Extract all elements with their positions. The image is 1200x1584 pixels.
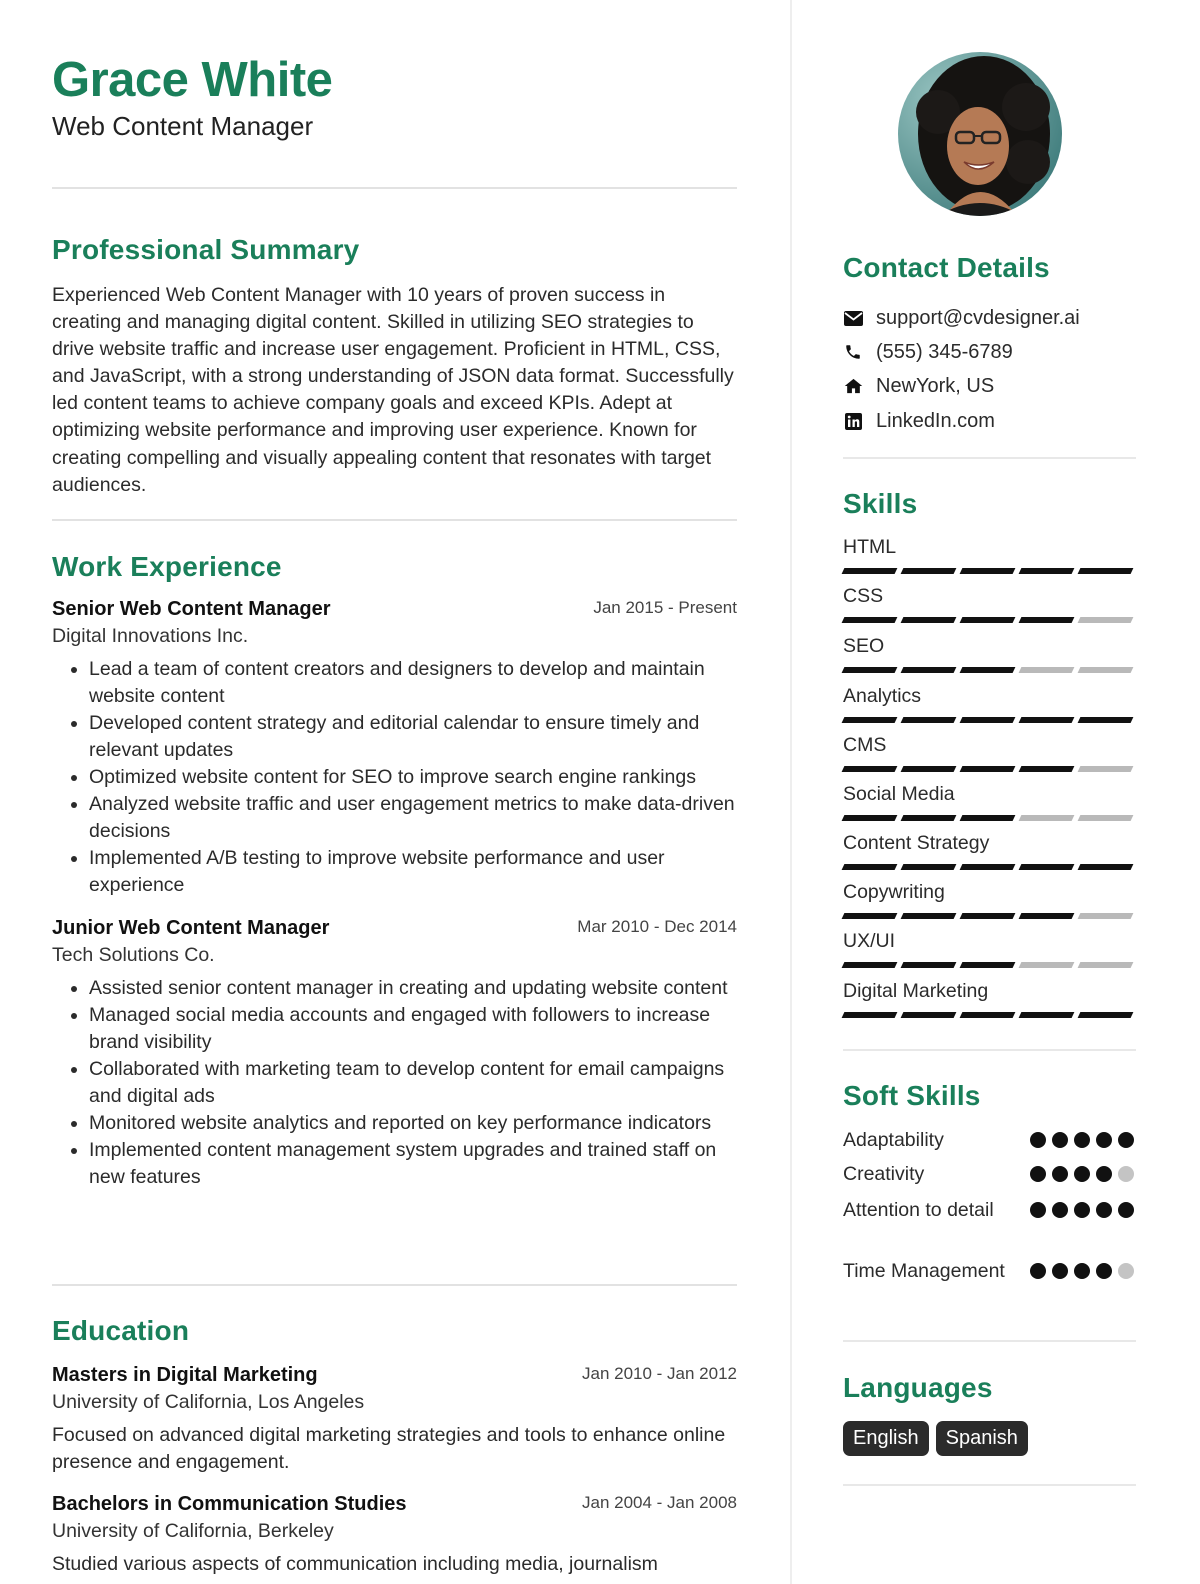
skill-level-segment [901,864,957,870]
language-chip: English [843,1421,929,1456]
skill-level-bar [843,667,1136,673]
skill-level-bar [843,717,1136,723]
linkedin-text: LinkedIn.com [876,409,995,432]
skill-level-segment [901,1012,957,1018]
bullet-item: • Monitored website analytics and reported on key performance indicators [89,1110,737,1137]
bullet-item: • Managed social media accounts and engaged with followers to increase brand visibility [89,1002,737,1056]
languages-heading: Languages [843,1372,993,1403]
summary-heading: Professional Summary [52,234,360,265]
language-chip: Spanish [936,1421,1028,1456]
rating-dot [1074,1166,1090,1182]
section-divider [52,1284,737,1286]
skill-item [843,734,1136,772]
rating-dot [1096,1132,1112,1148]
skill-level-segment [960,717,1016,723]
skill-level-segment [960,864,1016,870]
summary-text: Experienced Web Content Manager with 10 years of proven success in creating and managing digital content. Skilled in utilizing SEO strategies to drive website traffic and increase user engagement. Proficient in HTML, CSS, and JavaScript, with a strong understanding of JSON data format. Successfully led content teams to achieve company goals and exceed KPIs. Adept at optimizing website performance and improving user experience. Known for creating compelling and visually appealing content that resonates with target audiences. [52,284,734,496]
contact-location [843,372,994,400]
skill-level-segment [1078,1012,1134,1018]
bullet-item: • Collaborated with marketing team to develop content for email campaigns and digital ads [89,1056,737,1110]
skill-level-bar [843,913,1136,919]
section-divider [52,187,737,189]
skill-level-segment [1019,717,1075,723]
skill-level-bar [843,568,1136,574]
education-description: Focused on advanced digital marketing strategies and tools to enhance online presence and engagement. [52,1424,726,1473]
contact-email[interactable] [843,304,1080,332]
skill-level-segment [842,766,898,772]
contact-heading: Contact Details [843,252,1050,283]
skill-level-segment [960,617,1016,623]
skill-level-bar [843,864,1136,870]
skill-level-segment [1078,568,1134,574]
skill-level-segment [842,815,898,821]
skill-level-segment [960,766,1016,772]
skill-level-segment [1019,913,1075,919]
profile-photo [898,52,1062,216]
home-icon [843,376,863,396]
job-bullets [52,975,737,1191]
skill-level-segment [960,568,1016,574]
job-dates: Jan 2015 - Present [593,598,737,617]
soft-skill-item [843,1127,1136,1154]
skill-level-segment [842,667,898,673]
skill-level-bar [843,815,1136,821]
rating-dot [1030,1166,1046,1182]
skill-level-segment [842,1012,898,1018]
skill-level-segment [1078,717,1134,723]
skill-level-segment [901,766,957,772]
soft-skill-name: Adaptability [843,1129,944,1151]
bullet-item: • Optimized website content for SEO to improve search engine rankings [89,764,737,791]
skill-level-segment [1019,815,1075,821]
linkedin-icon [843,411,863,431]
bullet-item: • Assisted senior content manager in creating and updating website content [89,975,737,1002]
skill-level-bar [843,962,1136,968]
rating-dot [1030,1202,1046,1218]
soft-skill-rating [1030,1166,1134,1182]
degree-title: Masters in Digital Marketing [52,1364,318,1386]
location-text: NewYork, US [876,374,995,397]
email-text: support@cvdesigner.ai [876,306,1080,329]
skill-item [843,685,1136,723]
skill-item [843,930,1136,968]
skill-name: SEO [843,635,885,657]
bullet-item: • Developed content strategy and editorial calendar to ensure timely and relevant updates [89,710,737,764]
rating-dot [1030,1132,1046,1148]
soft-skill-item [843,1161,1136,1188]
education-heading: Education [52,1315,190,1346]
skill-item [843,881,1136,919]
soft-skill-name: Time Management [843,1260,1005,1282]
bullet-item: • Analyzed website traffic and user engagement metrics to make data-driven decisions [89,791,737,845]
skill-item [843,980,1136,1018]
skill-level-segment [1019,962,1075,968]
skill-item [843,585,1136,623]
rating-dot [1074,1132,1090,1148]
skills-heading: Skills [843,488,918,519]
skill-level-segment [901,815,957,821]
skill-item [843,783,1136,821]
skill-level-segment [1019,667,1075,673]
rating-dot [1118,1202,1134,1218]
skill-level-segment [1078,913,1134,919]
education-description: Studied various aspects of communication including media, journalism [52,1553,658,1575]
skill-level-segment [960,913,1016,919]
skill-level-segment [1078,815,1134,821]
skill-level-segment [960,815,1016,821]
rating-dot [1074,1202,1090,1218]
education-dates: Jan 2010 - Jan 2012 [581,1364,737,1383]
skill-level-segment [1019,1012,1075,1018]
soft-skill-item [843,1197,1136,1224]
skill-level-segment [960,962,1016,968]
skill-level-segment [1019,864,1075,870]
skill-name: Copywriting [843,881,945,903]
experience-entry [52,917,737,1191]
skill-level-segment [1019,617,1075,623]
skill-name: HTML [843,536,897,558]
languages-list [843,1421,1028,1456]
job-title: Senior Web Content Manager [52,598,331,620]
soft-skill-name: Creativity [843,1163,925,1185]
skill-level-segment [1078,766,1134,772]
soft-skills-heading: Soft Skills [843,1080,981,1111]
school-name: University of California, Berkeley [52,1520,334,1542]
skill-level-segment [960,1012,1016,1018]
phone-icon [843,342,863,362]
skill-level-segment [842,568,898,574]
phone-text: (555) 345-6789 [876,340,1013,363]
skill-name: Content Strategy [843,832,990,854]
skill-item [843,832,1136,870]
skill-name: CMS [843,734,887,756]
company-name: Tech Solutions Co. [52,944,215,966]
skill-level-segment [842,717,898,723]
rating-dot [1052,1132,1068,1148]
company-name: Digital Innovations Inc. [52,625,249,647]
experience-entry [52,598,737,899]
envelope-icon [843,308,863,328]
skill-level-segment [842,962,898,968]
skill-level-segment [1019,568,1075,574]
rating-dot [1096,1166,1112,1182]
rating-dot [1118,1166,1134,1182]
education-dates: Jan 2004 - Jan 2008 [581,1493,737,1512]
job-bullets [52,656,737,899]
skill-name: CSS [843,585,884,607]
soft-skill-rating [1030,1263,1134,1279]
skill-level-segment [901,568,957,574]
skill-level-segment [1078,962,1134,968]
skill-level-segment [901,717,957,723]
skill-level-segment [1078,667,1134,673]
skill-name: Digital Marketing [843,980,989,1002]
contact-linkedin[interactable] [843,407,995,435]
experience-heading: Work Experience [52,551,282,582]
skill-level-segment [901,962,957,968]
skill-level-segment [842,864,898,870]
column-divider [790,0,792,1584]
rating-dot [1052,1166,1068,1182]
skill-level-segment [901,667,957,673]
skill-level-bar [843,766,1136,772]
skill-name: UX/UI [843,930,896,952]
skill-item [843,536,1136,574]
section-divider [843,1484,1136,1486]
bullet-item: • Implemented A/B testing to improve website performance and user experience [89,845,737,899]
soft-skill-rating [1030,1132,1134,1148]
degree-title: Bachelors in Communication Studies [52,1493,407,1515]
soft-skill-item [843,1258,1136,1285]
rating-dot [1118,1263,1134,1279]
rating-dot [1096,1202,1112,1218]
skill-level-segment [842,617,898,623]
skill-item [843,635,1136,673]
bullet-item: • Implemented content management system upgrades and trained staff on new features [89,1137,737,1191]
school-name: University of California, Los Angeles [52,1391,365,1413]
rating-dot [1030,1263,1046,1279]
rating-dot [1052,1202,1068,1218]
skill-level-bar [843,1012,1136,1018]
education-entry [52,1364,737,1476]
rating-dot [1096,1263,1112,1279]
soft-skill-rating [1030,1202,1134,1218]
section-divider [843,1340,1136,1342]
skill-level-segment [842,913,898,919]
rating-dot [1052,1263,1068,1279]
skill-level-segment [901,617,957,623]
contact-phone[interactable] [843,338,1013,366]
section-divider [843,457,1136,459]
section-divider [843,1049,1136,1051]
job-dates: Mar 2010 - Dec 2014 [577,917,737,936]
skill-name: Analytics [843,685,922,707]
rating-dot [1118,1132,1134,1148]
job-title: Junior Web Content Manager [52,917,330,939]
skill-level-segment [1078,617,1134,623]
candidate-name: Grace White [52,53,333,107]
skill-level-segment [901,913,957,919]
education-entry [52,1493,737,1578]
skill-name: Social Media [843,783,955,805]
skill-level-segment [960,667,1016,673]
bullet-item: • Lead a team of content creators and designers to develop and maintain website content [89,656,737,710]
skill-level-segment [1019,766,1075,772]
skill-level-segment [1078,864,1134,870]
section-divider [52,519,737,521]
rating-dot [1074,1263,1090,1279]
skill-level-bar [843,617,1136,623]
soft-skill-name: Attention to detail [843,1199,994,1221]
candidate-title: Web Content Manager [52,111,314,141]
